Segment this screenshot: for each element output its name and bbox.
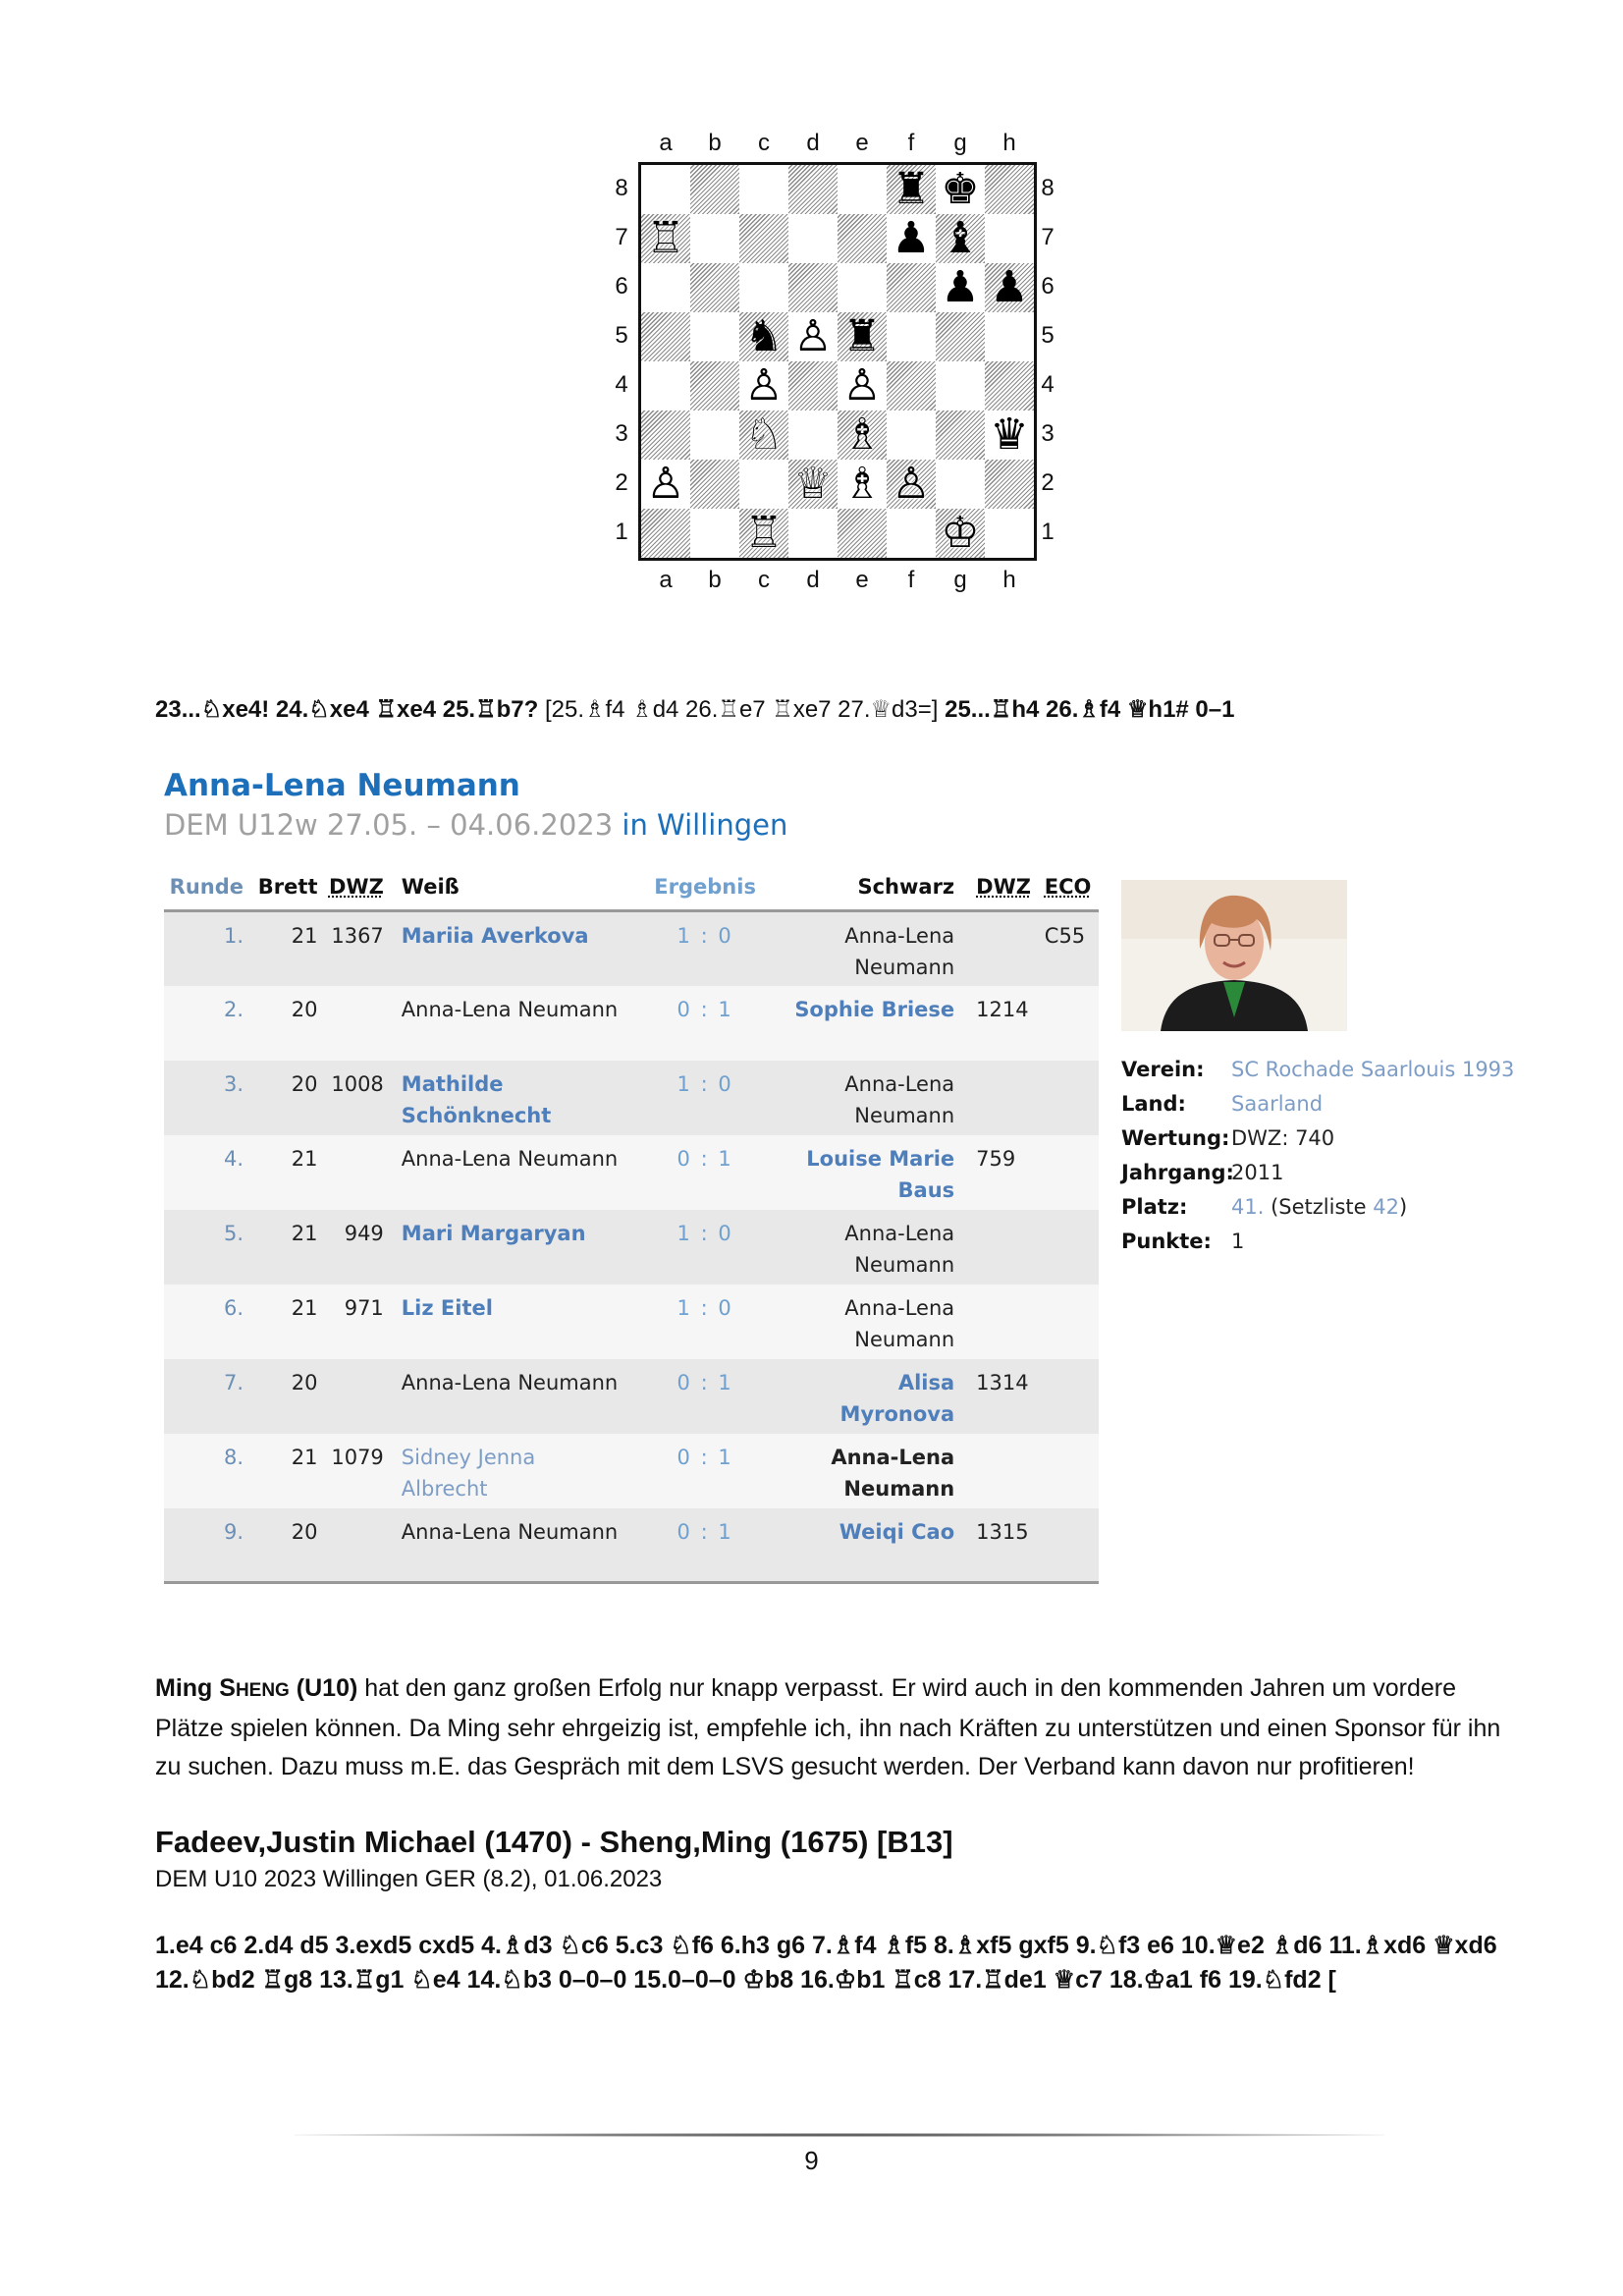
square-f4 (887, 361, 936, 410)
square-a5 (641, 312, 690, 361)
header-schwarz: Schwarz (857, 875, 955, 899)
round-cell: 8. (223, 1445, 244, 1469)
opponent-link[interactable]: Liz Eitel (401, 1295, 493, 1320)
black-queen-h3: ♛ (990, 410, 1029, 460)
player-self-name: Anna-Lena Neumann (831, 1445, 955, 1501)
info-platz-label: Platz: (1121, 1195, 1188, 1219)
square-e8 (838, 165, 887, 214)
square-c2 (739, 460, 788, 509)
player-self-name: Anna-Lena Neumann (844, 924, 955, 979)
square-h5 (985, 312, 1034, 361)
round-cell: 9. (223, 1519, 244, 1544)
player-self-name: Anna-Lena Neumann (401, 997, 619, 1021)
file-label-top-a: a (659, 130, 673, 156)
info-wertung-label: Wertung: (1121, 1126, 1230, 1150)
round-cell: 2. (223, 997, 244, 1021)
white-pawn-d5: ♙ (793, 311, 833, 361)
black-player-cell (784, 1061, 958, 1135)
result-link[interactable]: 0 : 1 (676, 1146, 733, 1171)
footer-divider (295, 2133, 1384, 2137)
round-cell: 7. (223, 1370, 244, 1394)
dwz-white-cell: 1079 (331, 1445, 384, 1469)
result-link[interactable]: 0 : 1 (676, 1519, 733, 1544)
square-a1 (641, 509, 690, 558)
rank-label-left-5: 5 (615, 322, 628, 349)
square-c8 (739, 165, 788, 214)
square-c7 (739, 214, 788, 263)
board-cell: 21 (291, 1445, 318, 1469)
white-player-cell (388, 911, 626, 986)
eco-cell: C55 (1044, 924, 1086, 948)
black-player-cell (784, 986, 958, 1061)
board-cell: 21 (291, 924, 318, 948)
file-label-top-b: b (708, 130, 722, 156)
game-notation-excerpt (155, 695, 1234, 724)
square-b1 (690, 509, 739, 558)
square-b5 (690, 312, 739, 361)
eco-cell (1041, 1434, 1099, 1508)
rank-label-left-8: 8 (615, 175, 628, 201)
square-d4 (788, 361, 838, 410)
file-label-top-h: h (1002, 130, 1016, 156)
black-knight-c5: ♞ (744, 311, 784, 361)
player-photo (1121, 880, 1347, 1031)
info-land-label: Land: (1121, 1092, 1186, 1116)
square-d6 (788, 263, 838, 312)
player-self-name: Anna-Lena Neumann (401, 1146, 619, 1171)
board-cell: 20 (291, 997, 318, 1021)
dwz-white-cell: 1008 (331, 1071, 384, 1096)
rank-label-left-3: 3 (615, 420, 628, 447)
black-player-cell (784, 1508, 958, 1583)
white-player-cell (388, 1434, 626, 1508)
rank-label-left-6: 6 (615, 273, 628, 300)
dwz-white-cell: 1367 (331, 924, 384, 948)
result-link[interactable]: 1 : 0 (676, 1295, 733, 1320)
seed-prefix: (Setzliste (1271, 1195, 1374, 1219)
table-row (164, 911, 1099, 986)
chess-diagram (609, 128, 1060, 599)
dwz-black-cell: 1315 (976, 1519, 1029, 1544)
white-rook-c1: ♖ (744, 508, 784, 558)
notation-main-end: 25...♖h4 26.♗f4 ♕h1# 0–1 (945, 696, 1235, 723)
black-player-cell (784, 911, 958, 986)
game-subtitle: DEM U10 2023 Willingen GER (8.2), 01.06.2023 (155, 1866, 663, 1892)
event-name: DEM U12w 27.05. – 04.06.2023 (164, 808, 614, 842)
info-punkte (1121, 1225, 1514, 1259)
board-cell: 21 (291, 1221, 318, 1245)
results-body (164, 911, 1099, 1583)
square-g4 (936, 361, 985, 410)
header-eco-label: ECO (1044, 875, 1092, 899)
rank-label-right-1: 1 (1041, 519, 1055, 545)
square-e1 (838, 509, 887, 558)
header-eco (1041, 864, 1099, 911)
info-punkte-value: 1 (1231, 1230, 1245, 1253)
black-player-cell (784, 1285, 958, 1359)
opponent-link[interactable]: Louise Marie Baus (806, 1146, 955, 1202)
white-bishop-e2: ♗ (842, 459, 882, 509)
square-f3 (887, 410, 936, 460)
board-cell: 20 (291, 1071, 318, 1096)
round-cell: 6. (223, 1295, 244, 1320)
black-pawn-f7: ♟ (892, 213, 931, 263)
white-pawn-e4: ♙ (842, 360, 882, 410)
info-jahrgang-label: Jahrgang: (1121, 1161, 1234, 1184)
rank-label-left-2: 2 (615, 469, 628, 496)
rank-label-right-5: 5 (1041, 322, 1055, 349)
opponent-link[interactable]: Alisa Myronova (839, 1370, 955, 1426)
white-knight-c3: ♘ (744, 410, 784, 460)
info-punkte-label: Punkte: (1121, 1230, 1212, 1253)
state-link[interactable]: Saarland (1231, 1092, 1324, 1116)
black-bishop-g7: ♝ (941, 213, 980, 263)
round-cell: 3. (223, 1071, 244, 1096)
square-b6 (690, 263, 739, 312)
square-e6 (838, 263, 887, 312)
opponent-link[interactable]: Mari Margaryan (401, 1221, 586, 1245)
round-cell: 5. (223, 1221, 244, 1245)
dwz-white-cell (321, 1135, 387, 1210)
black-pawn-h6: ♟ (990, 262, 1029, 312)
square-b3 (690, 410, 739, 460)
square-b4 (690, 361, 739, 410)
black-rook-f8: ♜ (892, 164, 931, 214)
file-label-bottom-g: g (953, 567, 967, 593)
white-king-g1: ♔ (941, 508, 980, 558)
eco-cell (1041, 1508, 1099, 1583)
opponent-link[interactable]: Mathilde Schönknecht (401, 1071, 552, 1127)
square-b2 (690, 460, 739, 509)
result-link[interactable]: 1 : 0 (676, 924, 733, 948)
white-pawn-a2: ♙ (646, 459, 685, 509)
file-label-bottom-b: b (708, 567, 722, 593)
white-rook-a7: ♖ (646, 213, 685, 263)
info-jahrgang-value: 2011 (1231, 1161, 1284, 1184)
info-verein-label: Verein: (1121, 1058, 1205, 1081)
square-a3 (641, 410, 690, 460)
result-link[interactable]: 1 : 0 (676, 1221, 733, 1245)
square-a8 (641, 165, 690, 214)
square-d1 (788, 509, 838, 558)
event-location-link[interactable]: in Willingen (622, 808, 788, 842)
file-label-top-g: g (953, 130, 967, 156)
info-wertung-value: DWZ: 740 (1231, 1126, 1335, 1150)
info-platz (1121, 1190, 1514, 1225)
player-highlight (155, 1674, 357, 1702)
dwz-white-cell (321, 986, 387, 1061)
rank-label-right-8: 8 (1041, 175, 1055, 201)
result-link[interactable]: 0 : 1 (676, 1445, 733, 1469)
dwz-white-cell: 971 (344, 1295, 384, 1320)
black-king-g8: ♚ (941, 164, 980, 214)
player-self-name: Anna-Lena Neumann (401, 1519, 619, 1544)
dwz-white-cell (321, 1508, 387, 1583)
club-link[interactable]: SC Rochade Saarlouis 1993 (1231, 1058, 1515, 1081)
square-h2 (985, 460, 1034, 509)
board-cell: 20 (291, 1370, 318, 1394)
table-row (164, 1434, 1099, 1508)
dwz-black-cell: 759 (976, 1146, 1016, 1171)
header-dwz-white-label: DWZ (328, 875, 384, 899)
info-verein (1121, 1053, 1514, 1087)
player-header (164, 766, 787, 845)
white-player-cell (388, 1359, 626, 1434)
dwz-black-cell (958, 1285, 1041, 1359)
opponent-link[interactable]: Weiqi Cao (839, 1519, 955, 1544)
white-pawn-f2: ♙ (892, 459, 931, 509)
player-name-first: Ming S (155, 1674, 236, 1702)
black-player-cell (784, 1434, 958, 1508)
info-land (1121, 1087, 1514, 1121)
white-player-cell (388, 1135, 626, 1210)
rank-link[interactable]: 41. (1231, 1195, 1265, 1219)
rank-label-left-4: 4 (615, 371, 628, 398)
eco-cell (1041, 1359, 1099, 1434)
table-row (164, 1210, 1099, 1285)
board-cell: 21 (291, 1146, 318, 1171)
dwz-black-cell (958, 1061, 1041, 1135)
file-label-bottom-f: f (907, 567, 915, 593)
result-link[interactable]: 0 : 1 (676, 997, 733, 1021)
round-cell: 4. (223, 1146, 244, 1171)
dwz-black-cell (958, 1210, 1041, 1285)
square-h7 (985, 214, 1034, 263)
file-label-top-c: c (758, 130, 770, 156)
square-d7 (788, 214, 838, 263)
player-self-name: Anna-Lena Neumann (844, 1221, 955, 1277)
player-name-smallcaps: HENG (235, 1680, 290, 1701)
file-label-bottom-d: d (806, 567, 820, 593)
rank-label-left-7: 7 (615, 224, 628, 250)
chess-board (638, 162, 1037, 561)
dwz-black-cell (958, 1434, 1041, 1508)
square-g2 (936, 460, 985, 509)
eco-cell (1041, 1285, 1099, 1359)
eco-cell (1041, 1135, 1099, 1210)
square-b7 (690, 214, 739, 263)
table-row (164, 986, 1099, 1061)
black-player-cell (784, 1210, 958, 1285)
opponent-link[interactable]: Mariia Averkova (401, 924, 589, 948)
white-player-cell (388, 986, 626, 1061)
square-f1 (887, 509, 936, 558)
square-h4 (985, 361, 1034, 410)
white-player-cell (388, 1210, 626, 1285)
file-label-bottom-a: a (659, 567, 673, 593)
header-weiss: Weiß (401, 875, 460, 899)
square-c6 (739, 263, 788, 312)
eco-cell (1041, 986, 1099, 1061)
info-jahrgang (1121, 1156, 1514, 1190)
paragraph-text: hat den ganz großen Erfolg nur knapp verpasst. Er wird auch in den kommenden Jahren um vordere Plätze spielen können. Da Ming sehr ehrgeizig ist, empfehle ich, ihn nach Kräften zu unterstützen und einen Sponsor für ihn zu suchen. Dazu muss m.E. das Gespräch mit dem LSVS gesucht werden. Der Verband kann davon nur profitieren! (155, 1674, 1501, 1780)
black-player-cell (784, 1135, 958, 1210)
white-bishop-e3: ♗ (842, 410, 882, 460)
player-info (1121, 1053, 1514, 1259)
seed-suffix: ) (1398, 1195, 1408, 1219)
white-pawn-c4: ♙ (744, 360, 784, 410)
rank-label-left-1: 1 (615, 519, 628, 545)
result-link[interactable]: 0 : 1 (676, 1370, 733, 1394)
square-e7 (838, 214, 887, 263)
file-label-bottom-e: e (855, 567, 869, 593)
header-dwz-black (958, 864, 1041, 911)
board-cell: 20 (291, 1519, 318, 1544)
player-self-name: Anna-Lena Neumann (401, 1370, 619, 1394)
dwz-black-cell: 1214 (976, 997, 1029, 1021)
white-player-cell (388, 1061, 626, 1135)
square-f6 (887, 263, 936, 312)
dwz-white-cell: 949 (344, 1221, 384, 1245)
game-moves: 1.e4 c6 2.d4 d5 3.exd5 cxd5 4.♗d3 ♘c6 5.c3 ♘f6 6.h3 g6 7.♗f4 ♗f5 8.♗xf5 gxf5 9.♘f3 e6 10.♕e2 ♗d6 11.♗xd6 ♕xd6 12.♘bd2 ♖g8 13.♖g1 ♘e4 14.♘b3 0–0–0 15.0–0–0 ♔b8 16.♔b1 ♖c8 17.♖de1 ♕c7 18.♔a1 f6 19.♘fd2 [ (155, 1932, 1497, 1994)
table-row (164, 1508, 1099, 1583)
player-category: (U10) (289, 1674, 358, 1702)
square-h1 (985, 509, 1034, 558)
white-player-cell (388, 1508, 626, 1583)
rank-label-right-2: 2 (1041, 469, 1055, 496)
board-cell: 21 (291, 1295, 318, 1320)
black-pawn-g6: ♟ (941, 262, 980, 312)
rank-label-right-7: 7 (1041, 224, 1055, 250)
black-player-cell (784, 1359, 958, 1434)
square-d8 (788, 165, 838, 214)
black-rook-e5: ♜ (842, 311, 882, 361)
opponent-link[interactable]: Sidney Jenna Albrecht (401, 1445, 536, 1501)
square-a4 (641, 361, 690, 410)
player-self-name: Anna-Lena Neumann (844, 1295, 955, 1351)
header-dwz-black-label: DWZ (976, 875, 1031, 899)
seed-link[interactable]: 42 (1373, 1195, 1399, 1219)
dwz-white-cell (321, 1359, 387, 1434)
square-b8 (690, 165, 739, 214)
table-row (164, 1285, 1099, 1359)
file-label-top-e: e (855, 130, 869, 156)
file-label-bottom-c: c (758, 567, 770, 593)
header-ergebnis: Ergebnis (654, 875, 756, 899)
commentary-paragraph (155, 1669, 1530, 1786)
table-row (164, 1061, 1099, 1135)
table-row (164, 1135, 1099, 1210)
white-player-cell (388, 1285, 626, 1359)
dwz-black-cell: 1314 (976, 1370, 1029, 1394)
header-brett: Brett (257, 875, 318, 899)
square-d3 (788, 410, 838, 460)
rank-label-right-4: 4 (1041, 371, 1055, 398)
header-dwz-white (321, 864, 387, 911)
results-header-row (164, 864, 1099, 911)
file-label-top-d: d (806, 130, 820, 156)
player-name: Anna-Lena Neumann (164, 768, 520, 803)
result-link[interactable]: 1 : 0 (676, 1071, 733, 1096)
page-number: 9 (804, 2146, 819, 2175)
file-label-bottom-h: h (1002, 567, 1016, 593)
rank-label-right-6: 6 (1041, 273, 1055, 300)
table-row (164, 1359, 1099, 1434)
white-queen-d2: ♕ (793, 459, 833, 509)
eco-cell (1041, 1210, 1099, 1285)
rank-label-right-3: 3 (1041, 420, 1055, 447)
player-photo-image (1121, 880, 1347, 1031)
square-g5 (936, 312, 985, 361)
game-title: Fadeev,Justin Michael (1470) - Sheng,Ming (1675) [B13] (155, 1825, 953, 1859)
square-g3 (936, 410, 985, 460)
opponent-link[interactable]: Sophie Briese (794, 997, 955, 1021)
square-a6 (641, 263, 690, 312)
file-label-top-f: f (907, 130, 915, 156)
square-f5 (887, 312, 936, 361)
round-cell: 1. (223, 924, 244, 948)
notation-main: 23...♘xe4! 24.♘xe4 ♖xe4 25.♖b7? (155, 696, 539, 723)
square-h8 (985, 165, 1034, 214)
header-runde: Runde (169, 875, 244, 899)
event-line (164, 805, 787, 845)
eco-cell (1041, 1061, 1099, 1135)
results-table (164, 864, 1099, 1584)
player-self-name: Anna-Lena Neumann (844, 1071, 955, 1127)
notation-variation: [25.♗f4 ♗d4 26.♖e7 ♖xe7 27.♕d3=] (538, 696, 946, 723)
info-wertung (1121, 1121, 1514, 1156)
dwz-black-cell (958, 911, 1041, 986)
